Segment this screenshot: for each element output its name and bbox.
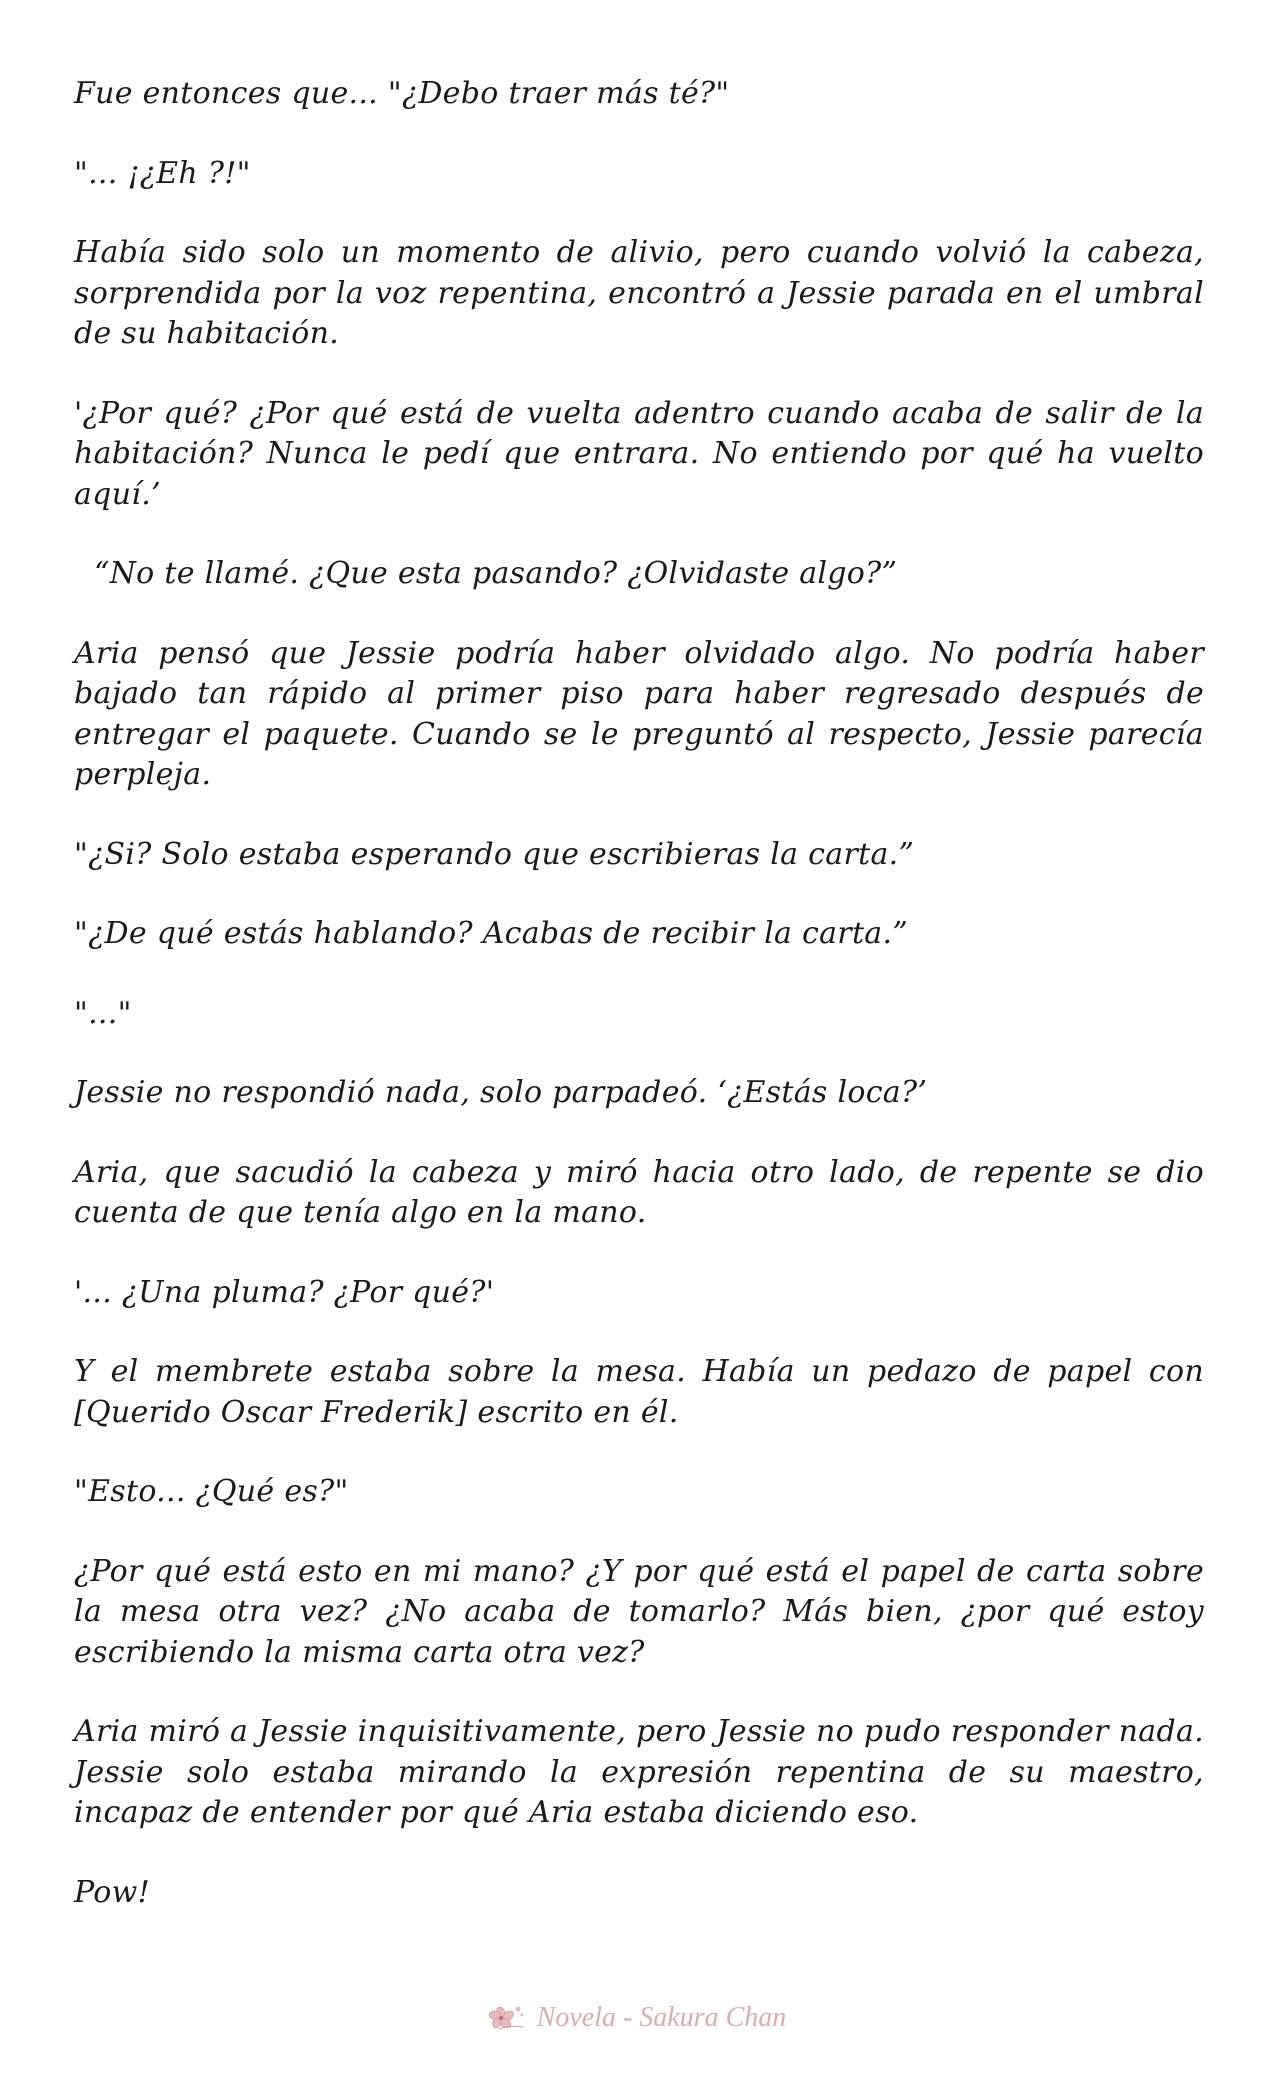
paragraph: “No te llamé. ¿Que esta pasando? ¿Olvidaste algo?”: [94, 556, 898, 591]
paragraph: Había sido solo un momento de alivio, pero cuando volvió la cabeza, sorprendida por la voz repentina, encontró a Jessie parada en el umbral de su habitación.: [74, 235, 1204, 351]
paragraph: Aria pensó que Jessie podría haber olvidado algo. No podría haber bajado tan rápido al primer piso para haber regresado después de entregar el paquete. Cuando se le preguntó al respecto, Jessie parecía perpleja.: [74, 635, 1204, 792]
paragraph: Y el membrete estaba sobre la mesa. Había un pedazo de papel con [Querido Oscar Frederik] escrito en él.: [74, 1354, 1204, 1430]
paragraph: "...": [74, 995, 132, 1031]
paragraph: '... ¿Una pluma? ¿Por qué?': [74, 1274, 495, 1310]
paragraph: ¿Por qué está esto en mi mano? ¿Y por qué está el papel de carta sobre la mesa otra vez? ¿No acaba de tomarlo? Más bien, ¿por qué estoy escribiendo la misma carta otra vez?: [74, 1553, 1204, 1670]
footer: [0, 1998, 1275, 2038]
paragraph: "Esto... ¿Qué es?": [74, 1474, 349, 1509]
paragraph: Aria, que sacudió la cabeza y miró hacia otro lado, de repente se dio cuenta de que tenía algo en la mano.: [74, 1154, 1204, 1230]
document-body: [74, 74, 1204, 1952]
paragraph: Aria miró a Jessie inquisitivamente, pero Jessie no pudo responder nada. Jessie solo estaba mirando la expresión repentina de su maestro, incapaz de entender por qué Aria estaba diciendo eso.: [74, 1714, 1204, 1830]
paragraph: Fue entonces que... "¿Debo traer más té?": [74, 76, 730, 111]
paragraph: "... ¡¿Eh ?!": [74, 155, 251, 191]
watermark-text: Novela - Sakura Chan: [536, 2002, 787, 2033]
paragraph: Jessie no respondió nada, solo parpadeó. ‘¿Estás loca?’: [74, 1075, 928, 1110]
watermark: [489, 2002, 787, 2034]
sakura-flower-icon: [489, 2003, 527, 2033]
paragraph: "¿Si? Solo estaba esperando que escribieras la carta.”: [74, 836, 915, 872]
paragraph: Pow!: [74, 1874, 150, 1910]
paragraph: "¿De qué estás hablando? Acabas de recibir la carta.”: [74, 916, 908, 951]
paragraph: '¿Por qué? ¿Por qué está de vuelta adentro cuando acaba de salir de la habitación? Nunca le pedí que entrara. No entiendo por qué ha vuelto aquí.’: [74, 395, 1204, 512]
